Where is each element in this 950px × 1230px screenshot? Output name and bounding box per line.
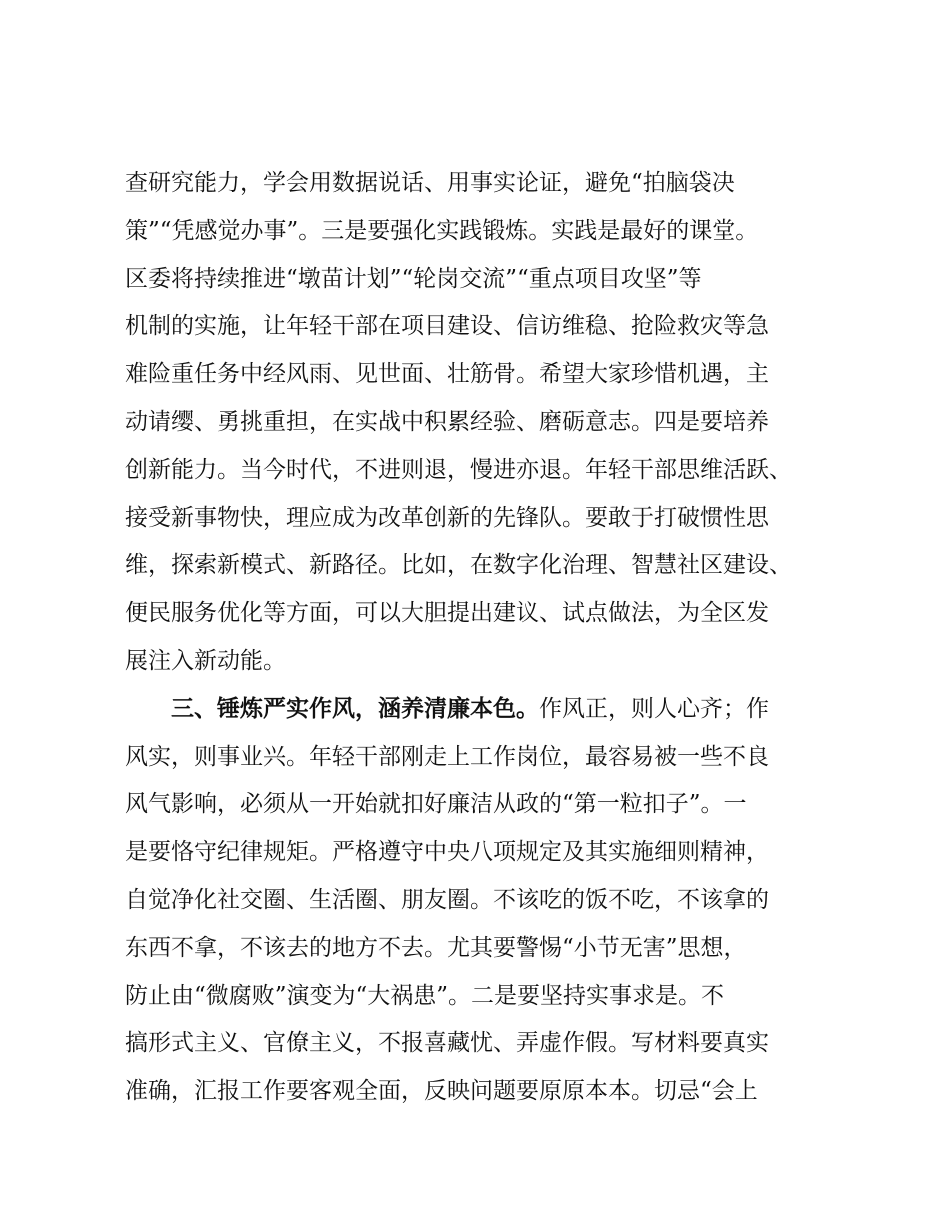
text-line: 策”“凭感觉办事”。三是要强化实践锻炼。实践是最好的课堂。 xyxy=(125,217,759,244)
text-line: 难险重任务中经风雨、见世面、壮筋骨。希望大家珍惜机遇，主 xyxy=(125,361,769,388)
document-body xyxy=(125,160,845,1116)
text-line: 东西不拿，不该去的地方不去。尤其要警惕“小节无害”思想， xyxy=(125,934,747,961)
paragraph-first-line xyxy=(125,686,845,734)
text-line: 准确，汇报工作要客观全面，反映问题要原原本本。切忌“会上 xyxy=(125,1078,758,1105)
text-line: 风气影响，必须从一开始就扣好廉洁从政的“第一粒扣子”。一 xyxy=(125,791,747,818)
paragraph-style-integrity xyxy=(125,686,845,1116)
text-line: 搞形式主义、官僚主义，不报喜藏忧、弄虚作假。写材料要真实 xyxy=(125,1030,769,1057)
text-line: 接受新事物快，理应成为改革创新的先锋队。要敢于打破惯性思 xyxy=(125,504,769,531)
section-heading: 三、锤炼严实作风，涵养清廉本色。 xyxy=(171,695,539,722)
text-line: 是要恪守纪律规矩。严格遵守中央八项规定及其实施细则精神， xyxy=(125,839,769,866)
text-line: 展注入新动能。 xyxy=(125,647,286,674)
text-line: 风实，则事业兴。年轻干部刚走上工作岗位，最容易被一些不良 xyxy=(125,743,769,770)
text-line: 动请缨、勇挑重担，在实战中积累经验、磨砺意志。四是要培养 xyxy=(125,408,769,435)
paragraph-practice-innovation xyxy=(125,160,845,686)
text-span: 作风正，则人心齐；作 xyxy=(539,695,769,722)
text-line: 创新能力。当今时代，不进则退，慢进亦退。年轻干部思维活跃、 xyxy=(125,456,792,483)
text-line: 维，探索新模式、新路径。比如，在数字化治理、智慧社区建设、 xyxy=(125,552,792,579)
text-line: 防止由“微腐败”演变为“大祸患”。二是要坚持实事求是。不 xyxy=(125,982,725,1009)
text-line: 查研究能力，学会用数据说话、用事实论证，避免“拍脑袋决 xyxy=(125,170,735,196)
text-line: 区委将持续推进“墩苗计划”“轮岗交流”“重点项目攻坚”等 xyxy=(125,265,702,292)
text-line: 便民服务优化等方面，可以大胆提出建议、试点做法，为全区发 xyxy=(125,600,769,627)
text-line: 自觉净化社交圈、生活圈、朋友圈。不该吃的饭不吃，不该拿的 xyxy=(125,886,769,913)
text-line: 机制的实施，让年轻干部在项目建设、信访维稳、抢险救灾等急 xyxy=(125,313,769,340)
